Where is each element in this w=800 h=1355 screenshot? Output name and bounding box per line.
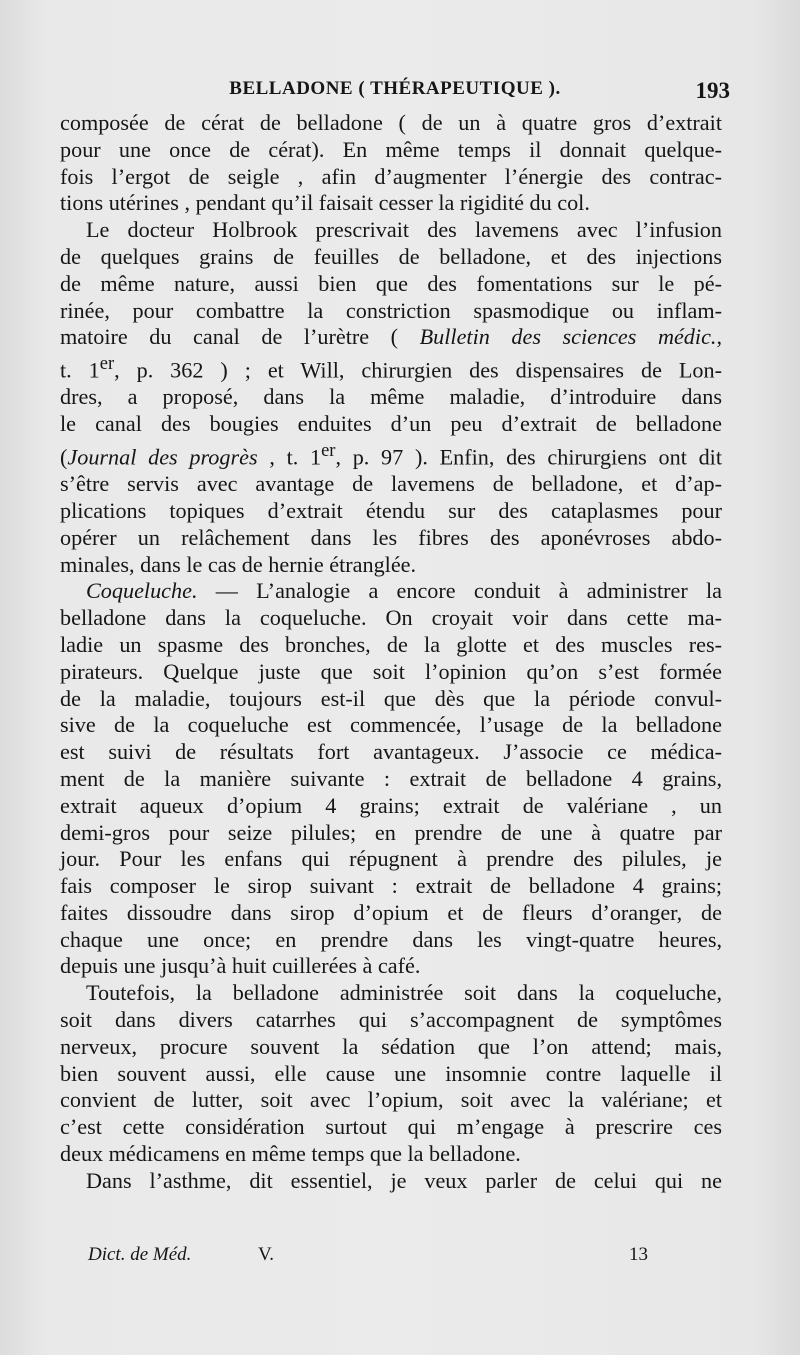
text-line: de quelques grains de feuilles de belladone, et des injections <box>60 243 722 269</box>
citation-title: Journal des progrès <box>67 444 258 470</box>
text-line <box>60 438 722 471</box>
text-line: de même nature, aussi bien que des fomentations sur le pé- <box>60 270 722 296</box>
text-segment: matoire du canal de l’urètre ( <box>60 324 399 350</box>
running-title: BELLADONE ( THÉRAPEUTIQUE ). <box>229 78 561 99</box>
text-line: belladone dans la coqueluche. On croyait voir dans cette ma- <box>60 605 722 631</box>
text-line: convient de lutter, soit avec l’opium, soit avec la valériane; et <box>60 1087 722 1113</box>
text-line: depuis une jusqu’à huit cuillerées à café. <box>60 953 421 979</box>
text-line <box>60 351 722 384</box>
text-line: demi-gros pour seize pilules; en prendre de une à quatre par <box>60 819 722 845</box>
superscript: er <box>321 440 336 461</box>
text-line: sive de la coqueluche est commencée, l’usage de la belladone <box>60 712 722 738</box>
text-line: s’être servis avec avantage de lavemens de belladone, et d’ap- <box>60 471 722 497</box>
text-segment: , p. 97 ). Enfin, des chirurgiens ont dit <box>335 444 722 470</box>
text-line: chaque une once; en prendre dans les vingt-quatre heures, <box>60 926 722 952</box>
text-segment: ( <box>60 444 68 470</box>
section-heading: Coqueluche. <box>86 578 198 604</box>
text-line: Le docteur Holbrook prescrivait des lavemens avec l’infusion <box>86 217 722 243</box>
superscript: er <box>99 354 115 375</box>
citation-title: Bulletin des sciences médic. <box>419 324 717 350</box>
text-line: ladie un spasme des bronches, de la glotte et des muscles res- <box>60 631 722 657</box>
signature-mark: Dict. de Méd. <box>88 1244 192 1265</box>
text-line: deux médicamens en même temps que la belladone. <box>60 1141 521 1167</box>
text-line: bien souvent aussi, elle cause une insomnie contre laquelle il <box>60 1060 722 1086</box>
text-line: plications topiques d’extrait étendu sur des cataplasmes pour <box>60 497 722 523</box>
signature-number: 13 <box>629 1244 648 1265</box>
text-line: extrait aqueux d’opium 4 grains; extrait de valériane , un <box>60 792 722 818</box>
text-line: fais composer le sirop suivant : extrait de belladone 4 grains; <box>60 873 722 899</box>
body-text <box>60 110 722 1195</box>
text-segment: t. 1 <box>60 357 100 383</box>
text-line: rinée, pour combattre la constriction spasmodique ou inflam- <box>60 297 722 323</box>
text-line: composée de cérat de belladone ( de un à quatre gros d’extrait <box>60 110 722 135</box>
text-line: le canal des bougies enduites d’un peu d’extrait de belladone <box>60 411 722 437</box>
text-line: faites dissoudre dans sirop d’opium et de fleurs d’oranger, de <box>60 899 722 925</box>
text-line: est suivi de résultats fort avantageux. J’associe ce médica- <box>60 739 722 765</box>
text-line: fois l’ergot de seigle , afin d’augmenter l’énergie des contrac- <box>60 163 722 189</box>
text-line: dres, a proposé, dans la même maladie, d’introduire dans <box>60 384 722 410</box>
text-line: minales, dans le cas de hernie étranglée. <box>60 551 417 577</box>
text-segment: , p. 362 ) ; et Will, chirurgien des dispensaires de Lon- <box>114 357 722 383</box>
text-line: de la maladie, toujours est-il que dès que la période convul- <box>60 685 722 711</box>
text-line: ment de la manière suivante : extrait de belladone 4 grains, <box>60 765 722 791</box>
text-line <box>60 578 722 605</box>
text-line: tions utérines , pendant qu’il faisait cesser la rigidité du col. <box>60 190 590 216</box>
text-segment: , <box>716 324 723 350</box>
text-line: c’est cette considération surtout qui m’engage à prescrire ces <box>60 1114 722 1140</box>
text-line: pour une once de cérat). En même temps il donnait quelque- <box>60 136 722 162</box>
text-segment: , t. 1 <box>257 444 322 470</box>
text-line: Dans l’asthme, dit essentiel, je veux parler de celui qui ne <box>86 1167 722 1193</box>
text-line: nerveux, procure souvent la sédation que l’on attend; mais, <box>60 1033 722 1059</box>
page-number: 193 <box>695 78 730 103</box>
page-footer <box>88 1244 648 1274</box>
text-line: soit dans divers catarrhes qui s’accompagnent de symptômes <box>60 1007 722 1033</box>
text-line <box>60 324 722 351</box>
text-line: jour. Pour les enfans qui répugnent à prendre des pilules, je <box>60 846 722 872</box>
text-line: pirateurs. Quelque juste que soit l’opinion qu’on s’est formée <box>60 658 722 684</box>
text-line: Toutefois, la belladone administrée soit dans la coqueluche, <box>86 980 722 1006</box>
volume-mark: V. <box>258 1244 275 1265</box>
text-line: opérer un relâchement dans les fibres des aponévroses abdo- <box>60 524 722 550</box>
text-segment: — L’analogie a encore conduit à administrer la <box>197 578 722 604</box>
page-header <box>60 78 730 108</box>
